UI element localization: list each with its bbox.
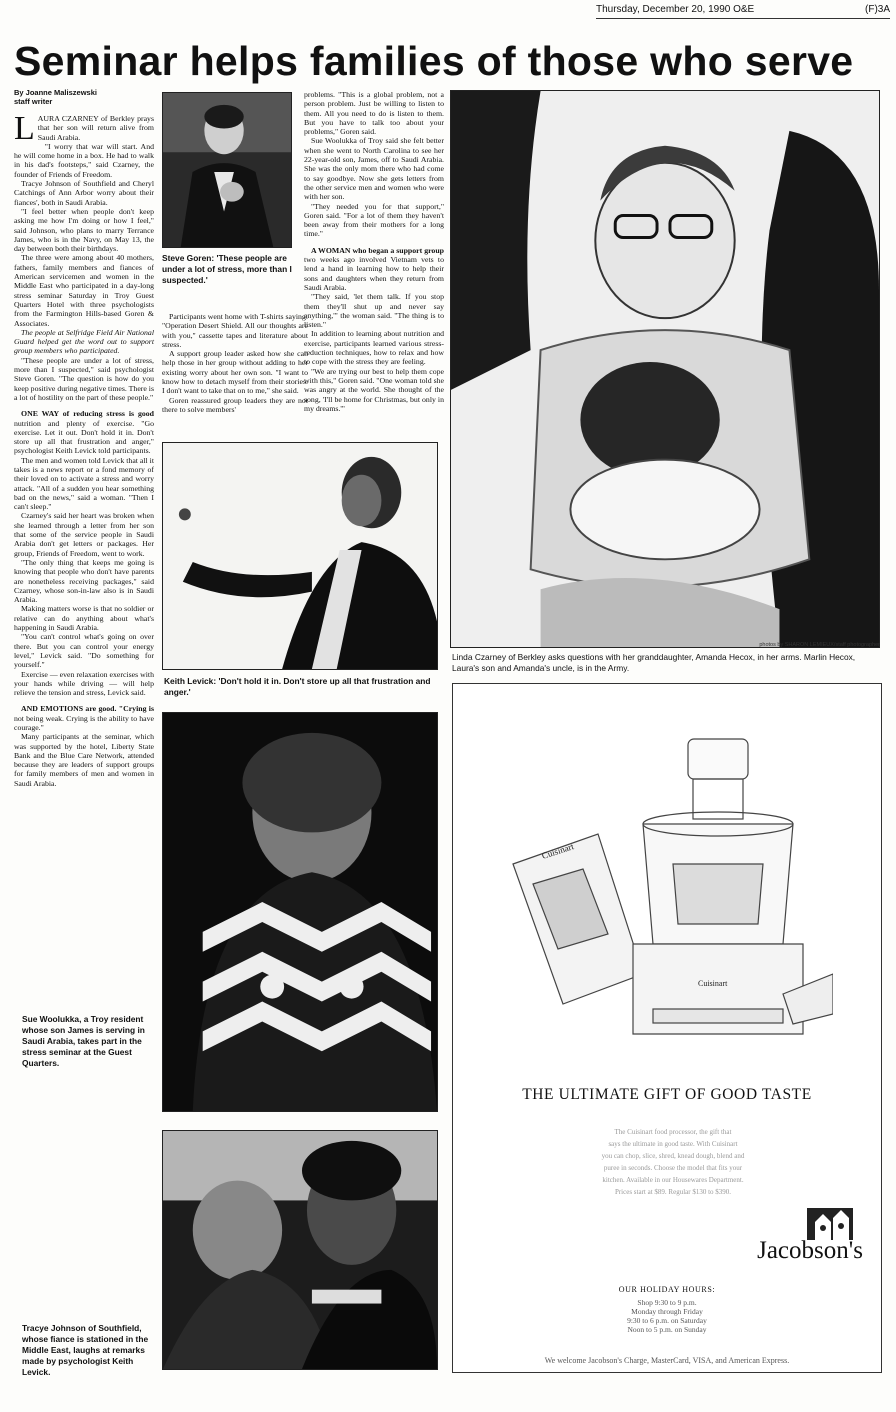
caption-levick: Keith Levick: 'Don't hold it in. Don't store up all that frustration and anger.' <box>164 676 431 697</box>
ad-copy-line: kitchen. Available in our Housewares Department. <box>602 1176 744 1184</box>
article-column-2 <box>162 312 308 414</box>
photo-keith-levick <box>162 442 438 670</box>
paragraph: AND EMOTIONS are good. "Crying is not being weak. Crying is the ability to have courage." <box>14 704 154 732</box>
caption-goren: Steve Goren: 'These people are under a lot of stress, more than I suspected.' <box>162 253 292 285</box>
paragraph: "You can't control what's going on over there. But you can control your energy level," Levick said. "Do something for yourself." <box>14 632 154 670</box>
photo-steve-goren <box>162 92 292 248</box>
machine-brand-label: Cuisinart <box>698 979 728 988</box>
ad-copy-line: The Cuisinart food processor, the gift that <box>614 1128 732 1136</box>
ad-tagline: THE ULTIMATE GIFT OF GOOD TASTE <box>522 1086 812 1103</box>
ad-copy-line: Prices start at $89. Regular $130 to $390. <box>614 1188 732 1196</box>
photo-sue-woolukka <box>162 712 438 1112</box>
paragraph: "The only thing that keeps me going is knowing that people who don't have parents are nonetheless receiving packages," said Czarney, whose son-in-law also is in Saudi Arabia. <box>14 557 154 605</box>
paragraph: "They said, 'let them talk. If you stop them they'll shut up and never say anything,'" the woman said. "The thing is to listen." <box>304 292 444 330</box>
paragraph: Czarney's said her heart was broken when she learned through a letter from her son that some of the service people in Saudi Arabia don't get letters or packages. Her group, Friends of Freedom, went to work. <box>14 511 154 558</box>
paragraph: Many participants at the seminar, which was supported by the hotel, Liberty State Bank and the Blue Care Network, attended because they are leaders of support groups for family members of men and women in Saudi Arabia. <box>14 732 154 788</box>
accepted-cards: We welcome Jacobson's Charge, MasterCard, VISA, and American Express. <box>544 1356 790 1365</box>
photo-credit: photos by SHARON LEMIEUX/staff photographer <box>759 642 880 648</box>
jacobsons-logo: Jacobson's <box>757 1237 863 1264</box>
paragraph: In addition to learning about nutrition and exercise, participants learned various stress-reduction techniques, how to relax and how to cope with the stress they are feeling. <box>304 329 444 367</box>
photo-linda-czarney <box>450 90 880 648</box>
paragraph: "They needed you for that support," Goren said. "For a lot of them they haven't been away from their mothers for a long time." <box>304 201 444 239</box>
paragraph: "We are trying our best to help them cope with this," Goren said. "One woman told she was angry at the world. She thought of the song, 'I'll be home for Christmas, but only in my dreams.'" <box>304 366 444 413</box>
paragraph: Goren reassured group leaders they are not there to solve members' <box>162 395 308 414</box>
paragraph: "I worry that war will start. And he will come home in a box. He had to walk in his dad's footsteps," said Czarney, the founder of Friends of Freedom. <box>14 141 154 179</box>
folio-page-number: (F)3A <box>865 4 890 15</box>
ad-copy-line: puree in seconds. Choose the model that fits your <box>603 1164 743 1172</box>
article-column-3 <box>304 90 444 413</box>
paragraph: LAURA CZARNEY of Berkley prays that her son will return alive from Saudi Arabia. <box>14 110 154 147</box>
folio-date: Thursday, December 20, 1990 O&E <box>596 4 755 15</box>
paragraph: Participants went home with T-shirts saying: "Operation Desert Shield. All our thoughts are with you," cassette tapes and literature about stress. <box>162 312 308 349</box>
paragraph: The three were among about 40 mothers, fathers, family members and fiances of American servicemen and women in the Middle East who participated in a day-long stress seminar Saturday in Troy Guest Quarters Hotel with three psychologists from the Farmington Hills-based Goren & Associates. <box>14 253 154 328</box>
jacobsons-advertisement <box>452 683 882 1373</box>
paragraph: ONE WAY of reducing stress is good nutrition and plenty of exercise. "Go exercise. Let it out. Don't hold it in. Don't store up all that frustration and anger," psychologist Keith Levick told participants. <box>14 409 154 456</box>
ad-copy-line: you can chop, slice, shred, knead dough, blend and <box>601 1152 745 1160</box>
paragraph: Tracye Johnson of Southfield and Cheryl Catchings of Ann Arbor worry about their fiances', both in Saudi Arabia. <box>14 179 154 207</box>
paragraph: A WOMAN who began a support group two weeks ago involved Vietnam vets to lend a hand in learning how to help their sons and daughters when they return from Saudi Arabia. <box>304 245 444 292</box>
caption-czarney: Linda Czarney of Berkley asks questions with her granddaughter, Amanda Hecox, in her arms. Marlin Hecox, Laura's son and Amanda's uncle, is in the Army. <box>452 652 856 673</box>
headline: Seminar helps families of those who serve <box>14 38 854 84</box>
food-processor-illustration <box>503 724 833 1054</box>
paragraph: A support group leader asked how she can help those in her group without adding to her existing worry about her own son. "I want to know how to detach myself from their stories. I don't want to take that on to me," she said. <box>162 349 308 396</box>
byline-role: staff writer <box>14 97 53 106</box>
paragraph: The men and women told Levick that all it takes is a news report or a fond memory of their loved on to activate a stress and worry attack. "All of a sudden you hear something bad on the news," said a woman. "Then I can't sleep." <box>14 455 154 512</box>
hours-line: Shop 9:30 to 9 p.m. <box>637 1298 697 1307</box>
article-column-1 <box>14 110 154 788</box>
byline <box>14 88 154 106</box>
hours-line: 9:30 to 6 p.m. on Saturday <box>627 1316 707 1325</box>
caption-johnson: Tracye Johnson of Southfield, whose fiance is stationed in the Middle East, laughs at remarks made by psychologist Keith Levick. <box>22 1323 149 1377</box>
paragraph: Exercise — even relaxation exercises with your hands while driving — will help relieve the tension and stress, Levick said. <box>14 669 154 698</box>
ad-body-copy <box>513 1126 833 1198</box>
paragraph: "I feel better when people don't keep asking me how I'm doing or how I feel," said Johnson, who plans to marry Terrance James, who is in the Navy, on May 13, the day between both their birthdays. <box>14 206 154 254</box>
paragraph: problems. "This is a global problem, not a person problem. Just be willing to listen to them. All you need to do is listen to them. But you have to talk too about your problems," Goren said. <box>304 90 444 137</box>
hours-line: Monday through Friday <box>631 1307 703 1316</box>
paragraph: The people at Selfridge Field Air National Guard helped get the word out to support group members who participated. <box>14 327 154 356</box>
paragraph: Making matters worse is that no soldier or relative can do anything about what's happening in Saudi Arabia. <box>14 604 154 633</box>
photo-tracye-johnson <box>162 1130 438 1370</box>
holiday-hours <box>453 1298 881 1334</box>
paragraph: Sue Woolukka of Troy said she felt better when she went to North Carolina to see her 22-year-old son, James, off to Saudi Arabia. She was the only mom there who had come to say goodbye. Now she gets letters from the other service men and women who were with her son. <box>304 136 444 202</box>
page-folio <box>596 4 890 15</box>
ad-copy-line: says the ultimate in good taste. With Cuisinart <box>608 1140 738 1148</box>
box-brand-label: Cuisinart <box>540 841 576 861</box>
byline-author: By Joanne Maliszewski <box>14 88 97 97</box>
caption-woolukka: Sue Woolukka, a Troy resident whose son James is serving in Saudi Arabia, takes part in the stress seminar at the Guest Quarters. <box>22 1014 145 1068</box>
hours-line: Noon to 5 p.m. on Sunday <box>627 1325 707 1334</box>
holiday-hours-title: OUR HOLIDAY HOURS: <box>618 1285 716 1294</box>
folio-rule <box>596 18 890 19</box>
paragraph: "These people are under a lot of stress, more than I suspected," said psychologist Steve Goren. "The question is how do you keep positive during negative times. There is a lot of hostility on the part of these people." <box>14 355 154 402</box>
